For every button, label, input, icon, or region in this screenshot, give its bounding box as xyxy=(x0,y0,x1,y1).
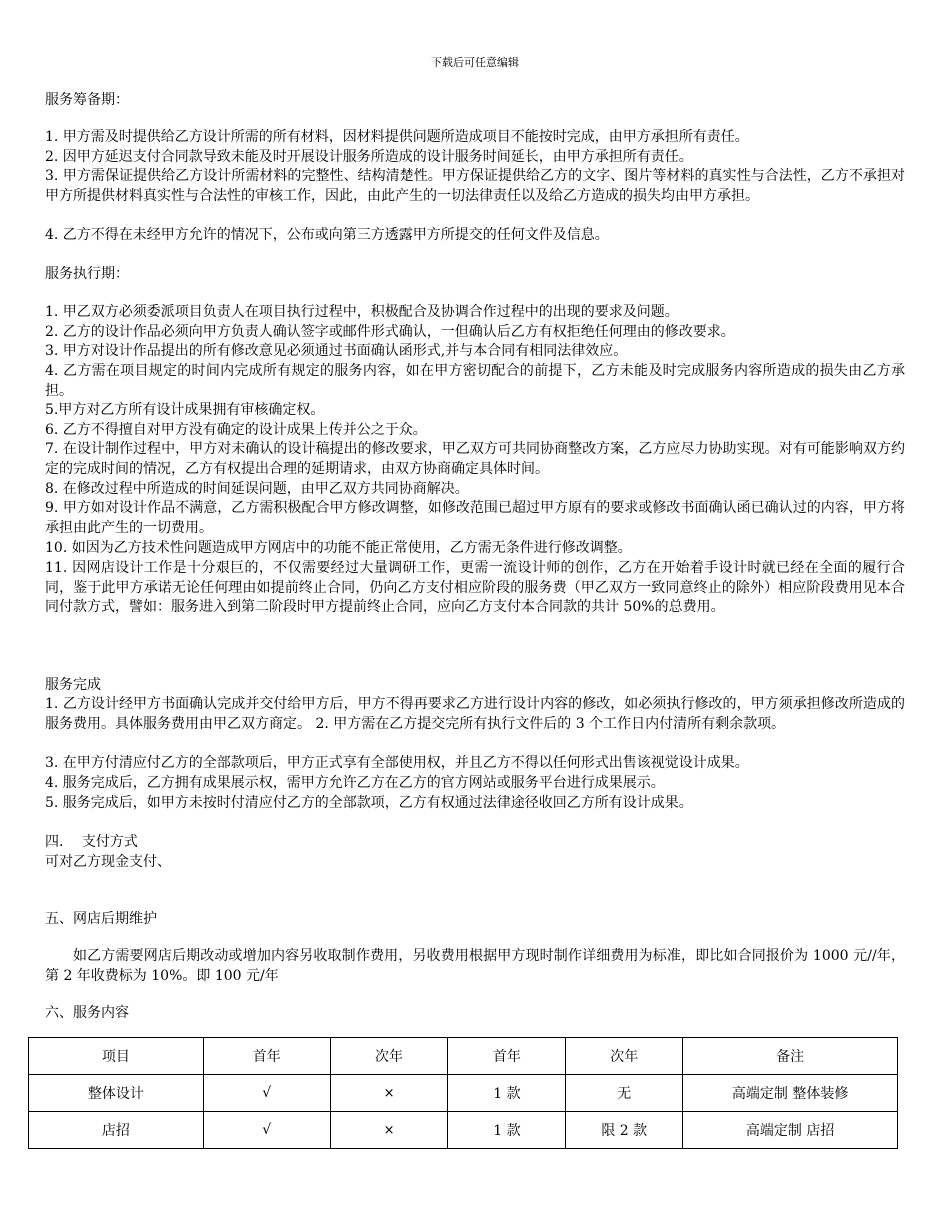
exec-item: 11. 因网店设计工作是十分艰巨的，不仅需要经过大量调研工作，更需一流设计师的创作，乙方在开始着手设计时就已经在全面的履行合同，鉴于此甲方承诺无论任何理由如提前终止合同，仍向乙方支付相应阶段的服务费（甲乙双方一致同意终止的除外）相应阶段费用见本合同付款方式，譬如：服务进入到第二阶段时甲方提前终止合同，应向乙方支付本合同款的共计 50%的总费用。 xyxy=(45,560,905,615)
exec-heading: 服务执行期： xyxy=(45,266,129,282)
payment-heading: 四． 支付方式 xyxy=(45,834,138,850)
exec-item: 1. 甲乙双方必须委派项目负责人在项目执行过程中，积极配合及协调合作过程中的出现的要求及问题。 xyxy=(45,304,679,320)
table-cell: 整体设计 xyxy=(29,1075,204,1112)
exec-item: 9. 甲方如对设计作品不满意，乙方需积极配合甲方修改调整，如修改范围已超过甲方原有的要求或修改书面确认函已确认过的内容，甲方将承担由此产生的一切费用。 xyxy=(45,500,905,536)
exec-item: 3. 甲方对设计作品提出的所有修改意见必须通过书面确认函形式,并与本合同有相同法律效应。 xyxy=(45,343,628,359)
done-item: 5. 服务完成后，如甲方未按时付清应付乙方的全部款项，乙方有权通过法律途径收回乙方所有设计成果。 xyxy=(45,795,693,811)
table-cell: 1 款 xyxy=(448,1112,566,1149)
cross-mark: × xyxy=(330,1075,448,1112)
table-header-row xyxy=(29,1038,898,1075)
done-item: 4. 服务完成后，乙方拥有成果展示权，需甲方允许乙方在乙方的官方网站或服务平台进行成果展示。 xyxy=(45,775,665,791)
services-heading: 六、服务内容 xyxy=(45,1005,129,1021)
check-mark: √ xyxy=(203,1075,330,1112)
cross-mark: × xyxy=(330,1112,448,1149)
maintenance-text: 如乙方需要网店后期改动或增加内容另收取制作费用，另收费用根据甲方现时制作详细费用为标准，即比如合同报价为 1000 元//年，第 2 年收费标为 10%。即 100 元/年 xyxy=(45,948,905,984)
prep-item: 3. 甲方需保证提供给乙方设计所需材料的完整性、结构清楚性。甲方保证提供给乙方的文字、图片等材料的真实性与合法性，乙方不承担对甲方所提供材料真实性与合法性的审核工作，因此，由此产生的一切法律责任以及给乙方造成的损失均由甲方承担。 xyxy=(45,168,905,204)
exec-item: 8. 在修改过程中所造成的时间延误问题，由甲乙双方共同协商解决。 xyxy=(45,481,469,497)
done-heading: 服务完成 xyxy=(45,677,101,693)
table-cell: 1 款 xyxy=(448,1075,566,1112)
header-cell: 次年 xyxy=(566,1038,683,1075)
header-cell: 备注 xyxy=(683,1038,898,1075)
header-cell: 首年 xyxy=(448,1038,566,1075)
maintenance-heading: 五、网店后期维护 xyxy=(45,911,157,927)
header-note: 下载后可任意编辑 xyxy=(431,56,519,69)
check-mark: √ xyxy=(203,1112,330,1149)
table-cell: 高端定制 店招 xyxy=(683,1112,898,1149)
exec-item: 6. 乙方不得擅自对甲方没有确定的设计成果上传并公之于众。 xyxy=(45,422,427,438)
done-item: 3. 在甲方付清应付乙方的全部款项后，甲方正式享有全部使用权，并且乙方不得以任何形式出售该视觉设计成果。 xyxy=(45,755,749,771)
table-cell: 高端定制 整体装修 xyxy=(683,1075,898,1112)
prep-item: 2. 因甲方延迟支付合同款导致未能及时开展设计服务所造成的设计服务时间延长，由甲方承担所有责任。 xyxy=(45,149,693,165)
table-cell: 店招 xyxy=(29,1112,204,1149)
exec-item: 7. 在设计制作过程中，甲方对未确认的设计稿提出的修改要求，甲乙双方可共同协商整改方案，乙方应尽力协助实现。对有可能影响双方约定的完成时间的情况，乙方有权提出合理的延期请求，由双方协商确定具体时间。 xyxy=(45,441,905,477)
exec-item: 2. 乙方的设计作品必须向甲方负责人确认签字或邮件形式确认，一但确认后乙方有权拒绝任何理由的修改要求。 xyxy=(45,324,735,340)
exec-item: 10. 如因为乙方技术性问题造成甲方网店中的功能不能正常使用，乙方需无条件进行修改调整。 xyxy=(45,540,632,556)
done-item: 1. 乙方设计经甲方书面确认完成并交付给甲方后，甲方不得再要求乙方进行设计内容的修改，如必须执行修改的，甲方须承担修改所造成的服务费用。具体服务费用由甲乙双方商定。 2. 甲方需在乙方提交完所有执行文件后的 3 个工作日内付清所有剩余款项。 xyxy=(45,696,905,732)
payment-text: 可对乙方现金支付、 xyxy=(45,854,171,870)
services-table xyxy=(28,1037,898,1149)
table-row xyxy=(29,1112,898,1149)
table-cell: 无 xyxy=(566,1075,683,1112)
exec-item: 5.甲方对乙方所有设计成果拥有审核确定权。 xyxy=(45,402,325,418)
header-cell: 项目 xyxy=(29,1038,204,1075)
prep-item: 1. 甲方需及时提供给乙方设计所需的所有材料，因材料提供问题所造成项目不能按时完成，由甲方承担所有责任。 xyxy=(45,129,749,145)
header-cell: 次年 xyxy=(330,1038,448,1075)
prep-item: 4. 乙方不得在未经甲方允许的情况下，公布或向第三方透露甲方所提交的任何文件及信息。 xyxy=(45,227,609,243)
table-row xyxy=(29,1075,898,1112)
exec-item: 4. 乙方需在项目规定的时间内完成所有规定的服务内容，如在甲方密切配合的前提下，乙方未能及时完成服务内容所造成的损失由乙方承担。 xyxy=(45,363,905,399)
prep-heading: 服务筹备期： xyxy=(45,92,129,108)
header-cell: 首年 xyxy=(203,1038,330,1075)
table-cell: 限 2 款 xyxy=(566,1112,683,1149)
